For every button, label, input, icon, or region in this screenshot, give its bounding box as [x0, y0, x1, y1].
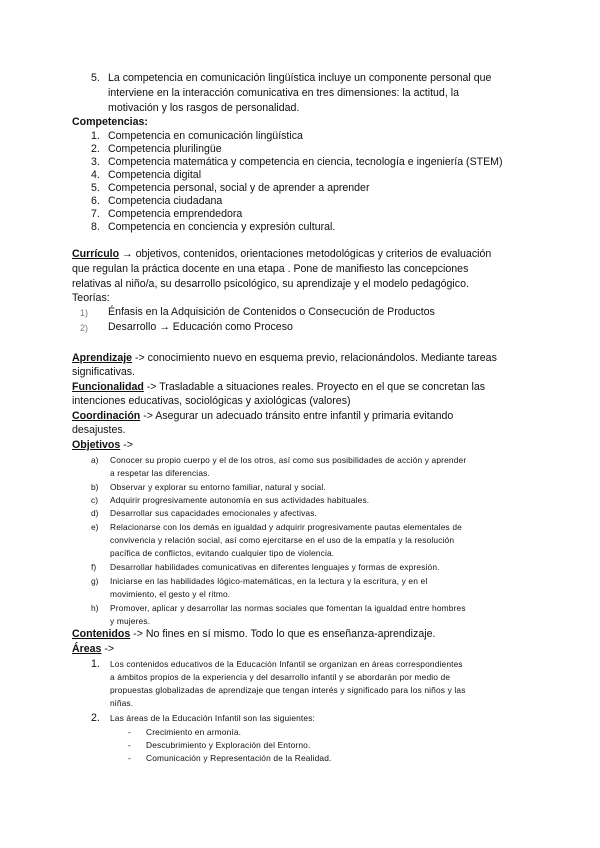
list-letter: d)	[91, 508, 99, 518]
curriculo-heading: Currículo	[72, 248, 120, 260]
list-item: propuestas globalizadas de aprendizaje que tengan interés y significado para los niños y las	[110, 685, 466, 695]
funcionalidad-heading: Funcionalidad	[72, 381, 144, 393]
competencias-heading: Competencias:	[72, 116, 148, 128]
curriculo-line	[72, 248, 491, 261]
list-item: Competencia plurilingüe	[108, 143, 222, 155]
paragraph-line: relativas al niño/a, su desarrollo psicológico, su aprendizaje y el modelo pedagógico.	[72, 278, 469, 290]
paragraph-line: intenciones educativas, sociológicas y axiológicas (valores)	[72, 395, 351, 407]
list-item: niñas.	[110, 698, 134, 708]
list-number: 5.	[91, 72, 100, 84]
list-number: 5.	[91, 182, 100, 194]
list-number: 8.	[91, 221, 100, 233]
list-letter: e)	[91, 522, 99, 532]
list-item: Promover, aplicar y desarrollar las normas sociales que fomentan la igualdad entre hombres	[110, 603, 466, 613]
list-letter: h)	[91, 603, 99, 613]
list-item: a ámbitos propios de la experiencia y del desarrollo infantil y se abordarán por medio de	[110, 672, 451, 682]
list-number: 2.	[91, 143, 100, 155]
list-item: Desarrollo → Educación como Proceso	[108, 321, 293, 333]
list-item: convivencia y relación social, así como ejercitarse en el uso de la empatía y la resolución	[110, 535, 455, 545]
list-item: Énfasis en la Adquisición de Contenidos o Consecución de Productos	[108, 306, 435, 318]
paragraph-line: La competencia en comunicación lingüística incluye un componente personal que	[108, 72, 492, 84]
paragraph-line: interviene en la interacción comunicativa en tres dimensiones: la actitud, la	[108, 87, 459, 99]
objetivos-heading: Objetivos	[72, 439, 121, 451]
list-item: movimiento, el gesto y el ritmo.	[110, 589, 231, 599]
list-number: 2.	[91, 712, 100, 724]
contenidos-line: Contenidos -> No fines en sí mismo. Todo lo que es enseñanza-aprendizaje.	[72, 628, 436, 640]
list-number: 1.	[91, 130, 100, 142]
list-item: Conocer su propio cuerpo y el de los otros, así como sus posibilidades de acción y aprender	[110, 455, 467, 465]
contenidos-heading: Contenidos	[72, 628, 131, 640]
list-number: 1)	[80, 308, 89, 318]
list-letter: c)	[91, 495, 98, 505]
bullet-dash: -	[128, 753, 131, 763]
coordinacion-line: Coordinación -> Asegurar un adecuado tránsito entre infantil y primaria evitando	[72, 410, 454, 422]
paragraph-line: motivación y los rasgos de personalidad.	[108, 102, 300, 114]
list-number: 2)	[80, 323, 89, 333]
list-item: a respetar las diferencias.	[110, 468, 210, 478]
list-item: Iniciarse en las habilidades lógico-matemáticas, en la lectura y la escritura, y en el	[110, 576, 428, 586]
list-letter: g)	[91, 576, 99, 586]
list-item: Competencia digital	[108, 169, 202, 181]
aprendizaje-heading: Aprendizaje	[72, 352, 133, 364]
areas-line: Áreas ->	[72, 643, 115, 655]
list-item: Competencia matemática y competencia en ciencia, tecnología e ingeniería (STEM)	[108, 156, 503, 168]
bullet-dash: -	[128, 727, 131, 737]
list-item: Los contenidos educativos de la Educación Infantil se organizan en áreas correspondientes	[110, 659, 463, 669]
paragraph-line: desajustes.	[72, 424, 126, 436]
list-item: pacífica de conflictos, evitando cualquier tipo de violencia.	[110, 548, 335, 558]
list-item: Competencia emprendedora	[108, 208, 243, 220]
sub-list-item: Crecimiento en armonía.	[146, 727, 242, 737]
paragraph-line: significativas.	[72, 366, 135, 378]
list-item: Competencia en comunicación lingüística	[108, 130, 303, 142]
list-letter: b)	[91, 482, 99, 492]
list-item: Desarrollar habilidades comunicativas en diferentes lenguajes y formas de expresión.	[110, 562, 440, 572]
list-number: 7.	[91, 208, 100, 220]
areas-heading: Áreas	[72, 643, 102, 655]
list-item: y mujeres.	[110, 616, 151, 626]
sub-list-item: Comunicación y Representación de la Realidad.	[146, 753, 332, 763]
list-item: Relacionarse con los demás en igualdad y adquirir progresivamente pautas elementales de	[110, 522, 462, 532]
list-number: 6.	[91, 195, 100, 207]
funcionalidad-line: Funcionalidad -> Trasladable a situaciones reales. Proyecto en el que se concretan las	[72, 381, 486, 393]
coordinacion-heading: Coordinación	[72, 410, 141, 422]
list-item: Adquirir progresivamente autonomía en sus actividades habituales.	[110, 495, 370, 505]
paragraph-line: → objetivos, contenidos, orientaciones metodológicas y criterios de evaluación	[119, 248, 492, 260]
aprendizaje-line: Aprendizaje -> conocimiento nuevo en esquema previo, relacionándolos. Mediante tareas	[72, 352, 497, 364]
list-item: Competencia ciudadana	[108, 195, 223, 207]
sub-list-item: Descubrimiento y Exploración del Entorno.	[146, 740, 311, 750]
list-letter: a)	[91, 455, 99, 465]
list-item: Competencia en conciencia y expresión cultural.	[108, 221, 336, 233]
objetivos-line: Objetivos ->	[72, 439, 133, 451]
list-item: Competencia personal, social y de aprender a aprender	[108, 182, 370, 194]
list-number: 4.	[91, 169, 100, 181]
list-item: Desarrollar sus capacidades emocionales y afectivas.	[110, 508, 318, 518]
list-item: Observar y explorar su entorno familiar, natural y social.	[110, 482, 326, 492]
list-number: 1.	[91, 658, 100, 670]
teorias-label: Teorías:	[72, 292, 110, 304]
bullet-dash: -	[128, 740, 131, 750]
list-item: Las áreas de la Educación Infantil son las siguientes:	[110, 713, 316, 723]
list-number: 3.	[91, 156, 100, 168]
paragraph-line: que regulan la práctica docente en una etapa . Pone de manifiesto las concepciones	[72, 263, 469, 275]
list-letter: f)	[91, 562, 97, 572]
